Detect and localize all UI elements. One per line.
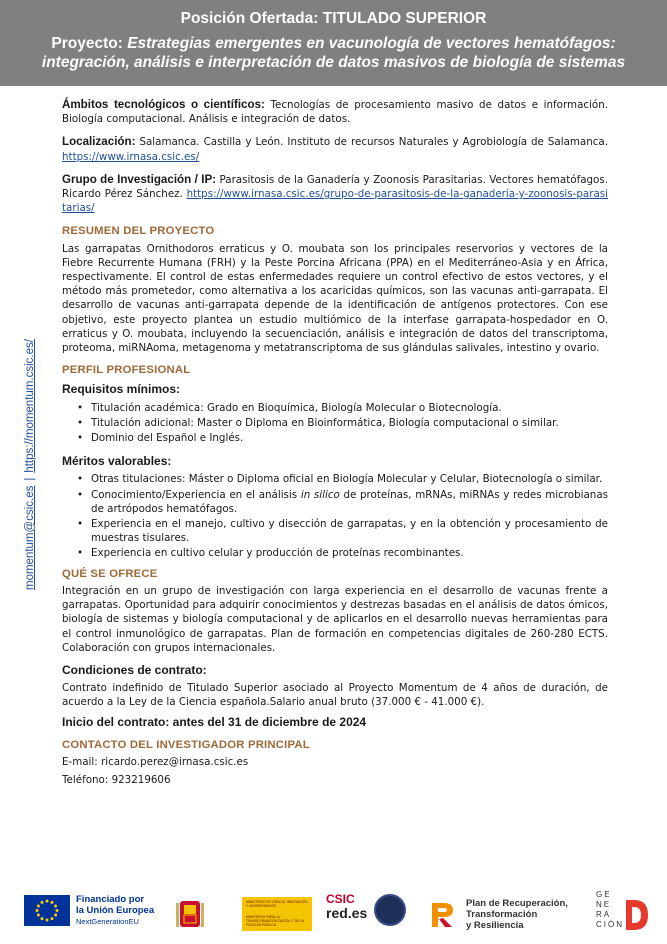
eu-funding-logo <box>24 888 154 932</box>
redes-text: red.es <box>326 905 368 921</box>
grupo-field <box>62 173 608 216</box>
contact-email-line <box>62 755 608 769</box>
condiciones-title: Condiciones de contrato: <box>62 662 207 677</box>
list-item: • Experiencia en el manejo, cultivo y disección de garrapatas, y en la obtención y procesamiento de muestras tisulares. <box>77 517 608 545</box>
list-item: • Otras titulaciones: Máster o Diploma oficial en Biología Molecular y Celular, Biotecnología o similar. <box>77 472 608 486</box>
gen-line-2: NE <box>596 900 612 909</box>
side-contact <box>24 339 36 590</box>
prtr-text <box>466 898 568 931</box>
resumen-heading: RESUMEN DEL PROYECTO <box>62 225 215 238</box>
main-content <box>62 98 608 791</box>
localizacion-field <box>62 135 608 163</box>
ambitos-label: Ámbitos tecnológicos o científicos: <box>62 98 265 111</box>
generacion-letters <box>596 890 624 930</box>
side-email-link[interactable]: momentum@csic.es <box>24 485 36 590</box>
project-title <box>0 34 667 72</box>
eu-line-3: NextGenerationEU <box>76 916 139 926</box>
meritos-2-pre: Conocimiento/Experiencia en el análisis <box>91 488 301 501</box>
resumen-text: Las garrapatas Ornithodoros erraticus y O. moubata son los principales reservorios y vectores de la Fiebre Recurrente Humana (FRH) y la Peste Porcina Africana (PPA) en el Mediterráneo-Asia y en África, respectivamente. El control de estas enfermedades requiere un control efectivo de estos vectores, y el método más prometedor, como alternativa a los acaricidas químicos, son las vacunas anti-garrapata. El desarrollo de vacunas anti-garrapata depende de la identificación de antígenos protectores. Con ese objetivo, este proyecto plantea un estudio multiómico de la interfase garrapata-hospedador en O. erraticus y O. moubata, incluyendo la secuenciación, análisis e integración de datos del transcriptoma, proteoma, miRNAoma, metagenoma y metatranscriptoma de sus glándulas salivales, intestino y ovario. <box>62 242 608 355</box>
csic-redes-logo <box>326 892 367 936</box>
gobierno-logo <box>176 892 312 936</box>
eu-line-2: la Unión Europea <box>76 904 155 916</box>
localizacion-text: Salamanca. Castilla y León. Instituto de recursos Naturales y Agrobiología de Salamanca. <box>135 136 608 149</box>
gen-line-1: GE <box>596 890 612 899</box>
header-banner <box>0 0 667 86</box>
project-title-line-1: Estrategias emergentes en vacunología de vectores hematófagos: <box>127 35 616 52</box>
project-title-line-2: integración, análisis e interpretación de datos masivos de biología de sistemas <box>41 54 626 71</box>
perfil-heading: PERFIL PROFESIONAL <box>62 364 191 377</box>
project-prefix: Proyecto: <box>51 35 128 52</box>
side-separator: | <box>24 477 36 481</box>
spain-shield-icon <box>176 897 204 931</box>
email-label: E-mail: <box>62 755 102 768</box>
plan-recuperacion-logo <box>426 892 568 936</box>
prtr-line-3: y Resiliencia <box>466 919 524 931</box>
footer-logos <box>0 888 667 938</box>
eu-flag-icon <box>24 895 70 926</box>
csic-seal-icon <box>374 894 406 926</box>
phone-label: Teléfono: <box>62 774 112 787</box>
meritos-list <box>77 472 608 560</box>
side-url-link[interactable]: https://momentum.csic.es/ <box>24 339 36 473</box>
list-item <box>77 488 608 516</box>
meritos-title: Méritos valorables: <box>62 454 172 469</box>
list-item: • Experiencia en cultivo celular y producción de proteínas recombinantes. <box>77 546 608 560</box>
grupo-text: Parasitosis de la Ganadería y Zoonosis Parasitarias. Vectores hematófagos. Ricardo Pérez Sánchez. <box>62 173 608 201</box>
prtr-line-1: Plan de Recuperación, <box>466 897 568 909</box>
contacto-heading: CONTACTO DEL INVESTIGADOR PRINCIPAL <box>62 738 310 751</box>
grupo-link[interactable]: https://www.irnasa.csic.es/grupo-de-parasitosis-de-la-ganaderia-y-zoonosis-parasitarias/ <box>62 188 608 215</box>
generacion-d-icon <box>622 898 650 932</box>
generacion-d-logo <box>596 888 656 934</box>
ofrece-heading: QUÉ SE OFRECE <box>62 567 158 580</box>
prtr-icon <box>426 897 460 931</box>
meritos-2-post: de proteínas, mRNAs, miRNAs y redes microbianas de artrópodos hematófagos. <box>91 488 609 515</box>
eu-text <box>76 894 154 927</box>
requisitos-title: Requisitos mínimos: <box>62 382 181 397</box>
condiciones-text: Contrato indefinido de Titulado Superior asociado al Proyecto Momentum de 4 años de duración, de acuerdo a la Ley de la Ciencia española.Salario anual bruto (37.000 € - 41.000 €). <box>62 682 608 709</box>
ofrece-text: Integración en un grupo de investigación con larga experiencia en el desarrollo de vacunas frente a garrapatas. Oportunidad para adquirir conocimientos y destrezas basadas en el análisis de datos ómicos, biología de sistemas y biología computacional y de aplicarlos en el desarrollo nuevas herramientas para el control inmunológico de garrapatas. Plan de formación en competencias digitales de 260-280 ECTS. Colaboración con grupos internacionales. <box>62 584 608 654</box>
ambitos-field <box>62 98 608 126</box>
requisitos-list <box>77 401 608 446</box>
gobierno-stripe <box>206 897 242 931</box>
list-item: • Titulación adicional: Master o Diploma en Bioinformática, Biología computacional o similar. <box>77 416 608 430</box>
ambitos-text: Tecnologías de procesamiento masivo de datos e información. Biología computacional. Análisis e integración de datos. <box>62 99 608 126</box>
meritos-2-italic: in silico <box>300 488 340 501</box>
ministerio-text-1: MINISTERIO DE CIENCIA, INNOVACIÓN Y UNIVERSIDADES <box>246 900 308 908</box>
eu-line-1: Financiado por <box>76 893 145 905</box>
contact-phone: 923219606 <box>111 774 171 787</box>
prtr-line-2: Transformación <box>466 908 538 920</box>
list-item: • Dominio del Español e Inglés. <box>77 431 608 445</box>
gen-line-3: RA <box>596 910 612 919</box>
csic-text: CSIC <box>326 892 355 906</box>
list-item: • Titulación académica: Grado en Bioquímica, Biología Molecular o Biotecnología. <box>77 401 608 415</box>
gen-line-4: CIÓN <box>596 920 624 929</box>
contact-phone-line <box>62 773 608 787</box>
ministerio-text-2: MINISTERIO PARA LA TRANSFORMACIÓN DIGITAL Y DE LA FUNCIÓN PÚBLICA <box>246 915 304 927</box>
contact-email[interactable]: ricardo.perez@irnasa.csic.es <box>101 755 249 768</box>
position-title: Posición Ofertada: TITULADO SUPERIOR <box>180 10 487 27</box>
localizacion-label: Localización: <box>62 135 136 149</box>
localizacion-link[interactable]: https://www.irnasa.csic.es/ <box>62 150 200 163</box>
grupo-label: Grupo de Investigación / IP: <box>62 172 217 186</box>
ministerio-box <box>206 897 312 931</box>
inicio-contrato: Inicio del contrato: antes del 31 de diciembre de 2024 <box>62 714 367 729</box>
